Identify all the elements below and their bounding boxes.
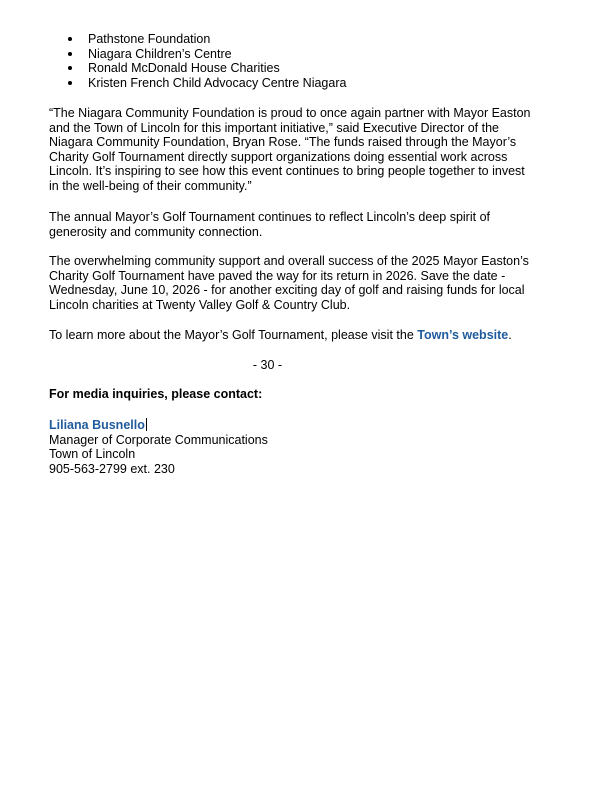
- bullet-icon: [68, 52, 72, 56]
- contact-name: Liliana Busnello: [49, 418, 145, 432]
- annual-paragraph: [49, 210, 559, 239]
- bullet-item: [66, 32, 346, 47]
- bullet-text: Kristen French Child Advocacy Centre Niagara: [88, 75, 347, 90]
- text-cursor: [146, 418, 147, 431]
- paragraph-line: Charity Golf Tournament have paved the way for its return in 2026. Save the date -: [49, 268, 506, 283]
- paragraph-line: Lincoln. It’s inspiring to see how this event continues to bring people together to invest: [49, 164, 525, 179]
- learn-more-text: To learn more about the Mayor’s Golf Tournament, please visit the: [49, 328, 418, 342]
- end-mark: - 30 -: [252, 358, 283, 372]
- bullet-text: Pathstone Foundation: [88, 32, 211, 46]
- paragraph-line: Charity Golf Tournament directly support organizations doing essential work across: [49, 149, 508, 164]
- bullet-icon: [68, 81, 72, 85]
- learn-more-end: .: [508, 328, 512, 342]
- bullet-item: [66, 76, 346, 91]
- bullet-icon: [68, 37, 72, 41]
- bullet-icon: [68, 66, 72, 70]
- paragraph-line: Lincoln charities at Twenty Valley Golf & Country Club.: [49, 297, 351, 312]
- paragraph-line: “The Niagara Community Foundation is proud to once again partner with Mayor Easton: [49, 106, 531, 120]
- support-paragraph: [49, 254, 559, 312]
- paragraph-line: and the Town of Lincoln for this important initiative,” said Executive Director of the: [49, 120, 499, 135]
- paragraph-line: generosity and community connection.: [49, 224, 263, 239]
- contact-block: [49, 418, 268, 476]
- contact-organization: Town of Lincoln: [49, 447, 136, 462]
- towns-website-link[interactable]: Town’s website: [417, 328, 509, 342]
- quote-paragraph: [49, 106, 559, 194]
- contact-name-line[interactable]: [49, 418, 268, 433]
- paragraph-line: The annual Mayor’s Golf Tournament continues to reflect Lincoln’s deep spirit of: [49, 210, 490, 224]
- charity-bullet-list: [66, 32, 346, 90]
- paragraph-line: Wednesday, June 10, 2026 - for another exciting day of golf and raising funds for local: [49, 283, 525, 298]
- learn-more-paragraph: [49, 328, 559, 343]
- paragraph-line: in the well-being of their community.”: [49, 178, 252, 193]
- bullet-item: [66, 47, 346, 62]
- media-inquiries-heading: For media inquiries, please contact:: [49, 387, 263, 401]
- bullet-text: Ronald McDonald House Charities: [88, 61, 280, 76]
- paragraph-line: The overwhelming community support and overall success of the 2025 Mayor Easton’s: [49, 254, 529, 268]
- paragraph-line: [49, 328, 559, 343]
- contact-title: Manager of Corporate Communications: [49, 432, 268, 447]
- bullet-item: [66, 61, 346, 76]
- paragraph-line: Niagara Community Foundation, Bryan Rose. “The funds raised through the Mayor’s: [49, 135, 517, 150]
- bullet-text: Niagara Children’s Centre: [88, 46, 232, 61]
- contact-phone: 905-563-2799 ext. 230: [49, 461, 175, 476]
